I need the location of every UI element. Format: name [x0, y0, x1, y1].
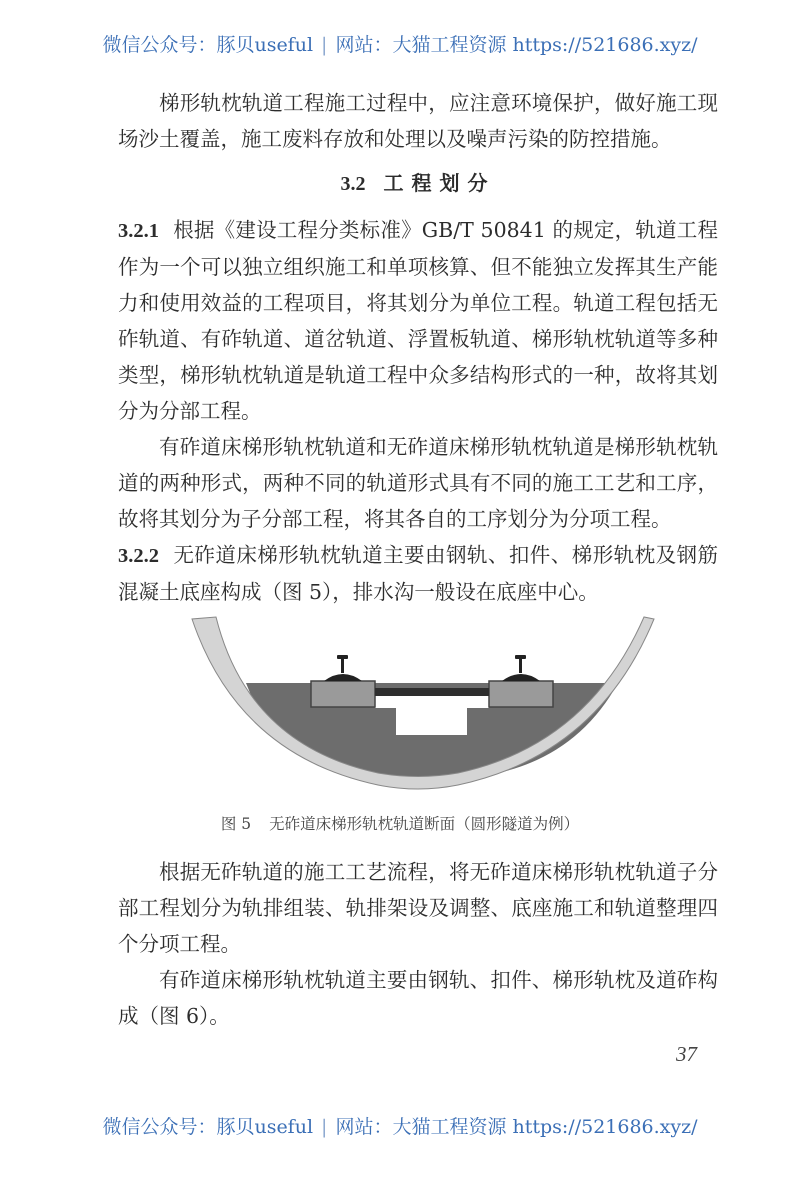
tie-bar: [375, 688, 489, 696]
text-block-top: [118, 85, 718, 610]
tunnel-cross-section-diagram: [178, 605, 658, 800]
section-title-text: 工程划分: [383, 171, 496, 195]
figure-track-cross-section: [178, 605, 658, 800]
watermark-header: [0, 30, 800, 57]
paragraph-ballastless-subdivision: 根据无砟轨道的施工工艺流程，将无砟道床梯形轨枕轨道子分部工程划分为轨排组装、轨排架设及调整、底座施工和轨道整理四个分项工程。: [118, 860, 718, 956]
watermark-wechat: 微信公众号：豚贝useful: [102, 34, 314, 56]
clause-3-2-1: [118, 212, 718, 429]
clause-text: 根据《建设工程分类标准》GB/T 50841 的规定，轨道工程作为一个可以独立组织施工和单项核算、但不能独立发挥其生产能力和使用效益的工程项目，将其划分为单位工程。轨道工程包括无砟轨道、有砟轨道、道岔轨道、浮置板轨道、梯形轨枕轨道等多种类型，梯形轨枕轨道是轨道工程中众多结构形式的一种，故将其划分为分部工程。: [118, 218, 718, 423]
figure-number: 图 5: [220, 815, 252, 833]
sleeper-block-left: [311, 681, 375, 707]
fastener-right: [502, 674, 540, 681]
figure-caption: [0, 812, 800, 834]
sleeper-block-right: [489, 681, 553, 707]
watermark-separator: |: [321, 34, 328, 56]
clause-text: 无砟道床梯形轨枕轨道主要由钢轨、扣件、梯形轨枕及钢筋混凝土底座构成（图 5），排水沟一般设在底座中心。: [118, 543, 718, 604]
rail-right: [515, 655, 526, 659]
paragraph-environment: 梯形轨枕轨道工程施工过程中，应注意环境保护，做好施工现场沙土覆盖，施工废料存放和处理以及噪声污染的防控措施。: [118, 91, 718, 151]
clause-3-2-2: [118, 537, 718, 610]
fastener-left: [324, 674, 362, 681]
rail-left: [337, 655, 348, 659]
clause-number: 3.2.1: [118, 220, 159, 242]
watermark-separator: |: [321, 1116, 328, 1138]
text-block-bottom: [118, 854, 718, 1034]
watermark-wechat: 微信公众号：豚贝useful: [102, 1116, 314, 1138]
watermark-website: 网站：大猫工程资源 https://521686.xyz/: [335, 1116, 698, 1138]
watermark-website: 网站：大猫工程资源 https://521686.xyz/: [335, 34, 698, 56]
section-number: 3.2: [340, 173, 366, 195]
paragraph-ballasted-composition: 有砟道床梯形轨枕轨道主要由钢轨、扣件、梯形轨枕及道砟构成（图 6）。: [118, 968, 718, 1028]
watermark-footer: [0, 1112, 800, 1139]
drainage-ditch: [396, 708, 467, 735]
section-heading: [118, 165, 718, 202]
page-number: 37: [676, 1042, 697, 1066]
paragraph-subdivision: 有砟道床梯形轨枕轨道和无砟道床梯形轨枕轨道是梯形轨枕轨道的两种形式，两种不同的轨道形式具有不同的施工工艺和工序，故将其划分为子分部工程，将其各自的工序划分为分项工程。: [118, 435, 718, 531]
figure-caption-text: 无砟道床梯形轨枕轨道断面（圆形隧道为例）: [269, 815, 580, 833]
clause-number: 3.2.2: [118, 545, 159, 567]
